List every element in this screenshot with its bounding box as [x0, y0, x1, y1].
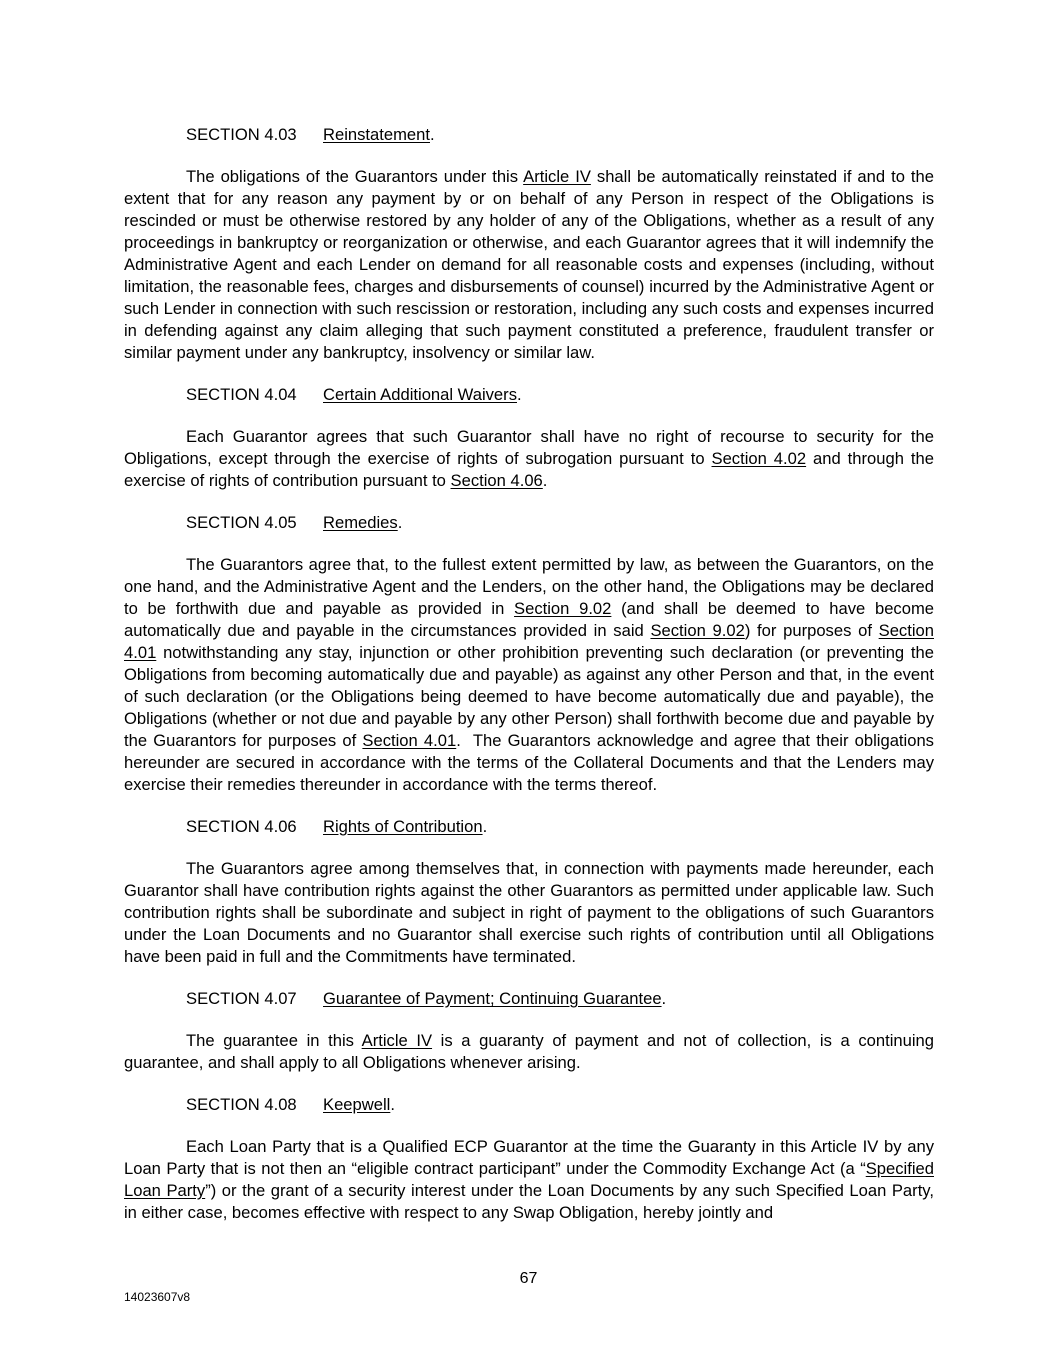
section-title: Certain Additional Waivers — [323, 385, 517, 404]
paragraph-guarantee: The guarantee in this Article IV is a guaranty of payment and not of collection, is a continuing guarantee, and shall apply to all Obligations whenever arising. — [124, 1031, 934, 1072]
section-heading-4-06: SECTION 4.06 Rights of Contribution. — [186, 817, 488, 836]
cross-reference: Section 4.01 — [124, 621, 934, 662]
cross-reference: Section 4.02 — [711, 449, 807, 468]
document-body — [124, 124, 939, 1244]
paragraph-waivers: Each Guarantor agrees that such Guarantor shall have no right of recourse to security for the Obligations, except through the exercise of rights of subrogation pursuant to Section 4.02 and through the exercise of rights of contribution pursuant to Section 4.06. — [124, 427, 934, 490]
cross-reference: Section 4.01 — [362, 731, 457, 750]
section-number: SECTION 4.03 — [186, 125, 297, 144]
section-heading-4-07: SECTION 4.07 Guarantee of Payment; Continuing Guarantee. — [186, 989, 667, 1008]
cross-reference: Section 9.02 — [514, 599, 612, 618]
section-heading-4-04: SECTION 4.04 Certain Additional Waivers. — [186, 385, 522, 404]
cross-reference: Section 9.02 — [650, 621, 745, 640]
paragraph-keepwell: Each Loan Party that is a Qualified ECP Guarantor at the time the Guaranty in this Article IV by any Loan Party that is not then an “eligible contract participant” under the Commodity Exchange Act (a “Specified Loan Party”) or the grant of a security interest under the Loan Documents by any such Specified Loan Party, in either case, becomes effective with respect to any Swap Obligation, hereby jointly and — [124, 1137, 934, 1222]
section-number: SECTION 4.07 — [186, 989, 297, 1008]
section-title: Reinstatement — [323, 125, 430, 144]
section-title: Rights of Contribution — [323, 817, 483, 836]
section-heading-4-03: SECTION 4.03 Reinstatement. — [186, 125, 435, 144]
cross-reference: Section 4.06 — [450, 471, 543, 490]
section-number: SECTION 4.06 — [186, 817, 297, 836]
cross-reference: Article IV — [361, 1031, 433, 1050]
section-number: SECTION 4.04 — [186, 385, 297, 404]
defined-term: Specified Loan Party — [124, 1159, 934, 1200]
section-number: SECTION 4.08 — [186, 1095, 297, 1114]
cross-reference: Article IV — [523, 167, 591, 186]
section-number: SECTION 4.05 — [186, 513, 297, 532]
paragraph-reinstatement: The obligations of the Guarantors under this Article IV shall be automatically reinstated if and to the extent that for any reason any payment by or on behalf of any Person in respect of the Obligations is rescinded or must be otherwise restored by any holder of any of the Obligations, whether as a result of any proceedings in bankruptcy or reorganization or otherwise, and each Guarantor agrees that it will indemnify the Administrative Agent and each Lender on demand for all reasonable costs and expenses (including, without limitation, the reasonable fees, charges and disbursements of counsel) incurred by the Administrative Agent or such Lender in connection with such rescission or restoration, including any such costs and expenses incurred in defending against any claim alleging that such payment constituted a preference, fraudulent transfer or similar payment under any bankruptcy, insolvency or similar law. — [124, 167, 934, 362]
paragraph-remedies: The Guarantors agree that, to the fullest extent permitted by law, as between the Guarantors, on the one hand, and the Administrative Agent and the Lenders, on the other hand, the Obligations may be declared to be forthwith due and payable as provided in Section 9.02 (and shall be deemed to have become automatically due and payable in the circumstances provided in said Section 9.02) for purposes of Section 4.01 notwithstanding any stay, injunction or other prohibition preventing such declaration (or preventing the Obligations from becoming automatically due and payable) as against any other Person and that, in the event of such declaration (or the Obligations being deemed to have become automatically due and payable), the Obligations (whether or not due and payable by any other Person) shall forthwith become due and payable by the Guarantors for purposes of Section 4.01. The Guarantors acknowledge and agree that their obligations hereunder are secured in accordance with the terms of the Collateral Documents and that the Lenders may exercise their remedies thereunder in accordance with the terms thereof. — [124, 555, 939, 794]
page-number: 67 — [519, 1270, 538, 1287]
section-title: Remedies — [323, 513, 398, 532]
section-heading-4-08: SECTION 4.08 Keepwell. — [186, 1095, 395, 1114]
document-id: 14023607v8 — [124, 1290, 191, 1304]
section-title: Guarantee of Payment; Continuing Guarantee — [323, 989, 662, 1008]
section-title: Keepwell — [323, 1095, 391, 1114]
paragraph-contribution: The Guarantors agree among themselves that, in connection with payments made hereunder, each Guarantor shall have contribution rights against the other Guarantors as permitted under applicable law. Such contribution rights shall be subordinate and subject in right of payment to the obligations of such Guarantors under the Loan Documents and no Guarantor shall exercise such rights of contribution until all Obligations have been paid in full and the Commitments have terminated. — [124, 859, 934, 966]
section-heading-4-05: SECTION 4.05 Remedies. — [186, 513, 403, 532]
